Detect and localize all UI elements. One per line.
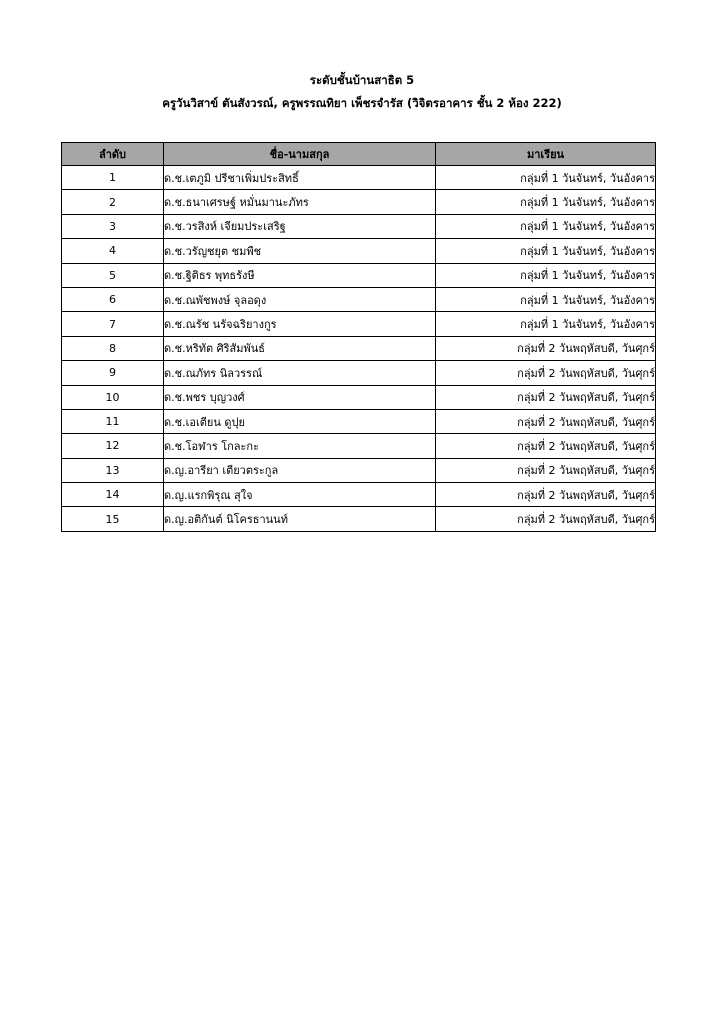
student-name: ด.ช.วรัญชยุต ชมพืช (164, 239, 436, 263)
class-schedule: กลุ่มที่ 1 วันจันทร์, วันอังคาร (436, 287, 656, 311)
row-number: 13 (62, 458, 164, 482)
student-name: ด.ญ.อติกันต์ นิโครธานนท์ (164, 507, 436, 531)
class-schedule: กลุ่มที่ 1 วันจันทร์, วันอังคาร (436, 166, 656, 190)
table-row (62, 166, 656, 190)
row-number: 11 (62, 409, 164, 433)
table-header-row (62, 143, 656, 166)
class-schedule: กลุ่มที่ 2 วันพฤหัสบดี, วันศุกร์ (436, 336, 656, 360)
row-number: 4 (62, 239, 164, 263)
class-schedule: กลุ่มที่ 2 วันพฤหัสบดี, วันศุกร์ (436, 409, 656, 433)
student-name: ด.ช.เตภูมิ ปรีชาเพิ่มประสิทธิ์ (164, 166, 436, 190)
student-name: ด.ช.ณพัชพงษ์ จุลอดุง (164, 287, 436, 311)
table-row (62, 507, 656, 531)
class-schedule: กลุ่มที่ 2 วันพฤหัสบดี, วันศุกร์ (436, 361, 656, 385)
page-subtitle: ครูวันวิสาข์ ตันสังวรณ์, ครูพรรณทิยา เพ็ชรจำรัส (วิจิตรอาคาร ชั้น 2 ห้อง 222) (162, 96, 562, 110)
table-row (62, 483, 656, 507)
class-schedule: กลุ่มที่ 2 วันพฤหัสบดี, วันศุกร์ (436, 385, 656, 409)
student-name: ด.ช.ณรัช นรัจฉริยางกูร (164, 312, 436, 336)
row-number: 8 (62, 336, 164, 360)
student-name: ด.ช.หริทัต ศิริสัมพันธ์ (164, 336, 436, 360)
class-schedule: กลุ่มที่ 2 วันพฤหัสบดี, วันศุกร์ (436, 458, 656, 482)
class-schedule: กลุ่มที่ 2 วันพฤหัสบดี, วันศุกร์ (436, 507, 656, 531)
student-name: ด.ช.ฐิติธร พุทธรังษี (164, 263, 436, 287)
row-number: 9 (62, 361, 164, 385)
table-row (62, 312, 656, 336)
table-row (62, 287, 656, 311)
table-row (62, 458, 656, 482)
student-name: ด.ช.ธนาเศรษฐ์ หมั่นมานะภัทร (164, 190, 436, 214)
row-number: 10 (62, 385, 164, 409)
column-header-name: ชื่อ-นามสกุล (164, 143, 436, 166)
row-number: 15 (62, 507, 164, 531)
class-schedule: กลุ่มที่ 1 วันจันทร์, วันอังคาร (436, 239, 656, 263)
class-schedule: กลุ่มที่ 1 วันจันทร์, วันอังคาร (436, 312, 656, 336)
row-number: 2 (62, 190, 164, 214)
class-schedule: กลุ่มที่ 1 วันจันทร์, วันอังคาร (436, 263, 656, 287)
table-row (62, 361, 656, 385)
table-row (62, 409, 656, 433)
student-name: ด.ช.ณภัทร นิลวรรณ์ (164, 361, 436, 385)
class-schedule: กลุ่มที่ 1 วันจันทร์, วันอังคาร (436, 190, 656, 214)
table-row (62, 214, 656, 238)
table-row (62, 336, 656, 360)
row-number: 1 (62, 166, 164, 190)
student-name: ด.ช.พชร บุญวงศ์ (164, 385, 436, 409)
row-number: 7 (62, 312, 164, 336)
table-row (62, 385, 656, 409)
class-schedule: กลุ่มที่ 1 วันจันทร์, วันอังคาร (436, 214, 656, 238)
student-name: ด.ช.วรสิงห์ เจียมประเสริฐ (164, 214, 436, 238)
column-header-order: ลำดับ (62, 143, 164, 166)
row-number: 14 (62, 483, 164, 507)
table-row (62, 190, 656, 214)
table-row (62, 239, 656, 263)
column-header-schedule: มาเรียน (436, 143, 656, 166)
student-name: ด.ช.โอฬาร โกละกะ (164, 434, 436, 458)
student-table (61, 142, 656, 532)
row-number: 3 (62, 214, 164, 238)
class-schedule: กลุ่มที่ 2 วันพฤหัสบดี, วันศุกร์ (436, 483, 656, 507)
row-number: 5 (62, 263, 164, 287)
table-row (62, 434, 656, 458)
table-row (62, 263, 656, 287)
student-name: ด.ช.เอเตียน ดูปุย (164, 409, 436, 433)
class-schedule: กลุ่มที่ 2 วันพฤหัสบดี, วันศุกร์ (436, 434, 656, 458)
student-name: ด.ญ.อารียา เตียวตระกูล (164, 458, 436, 482)
page-title: ระดับชั้นบ้านสาธิต 5 (309, 73, 415, 87)
student-name: ด.ญ.แรกพิรุณ สุใจ (164, 483, 436, 507)
row-number: 6 (62, 287, 164, 311)
row-number: 12 (62, 434, 164, 458)
